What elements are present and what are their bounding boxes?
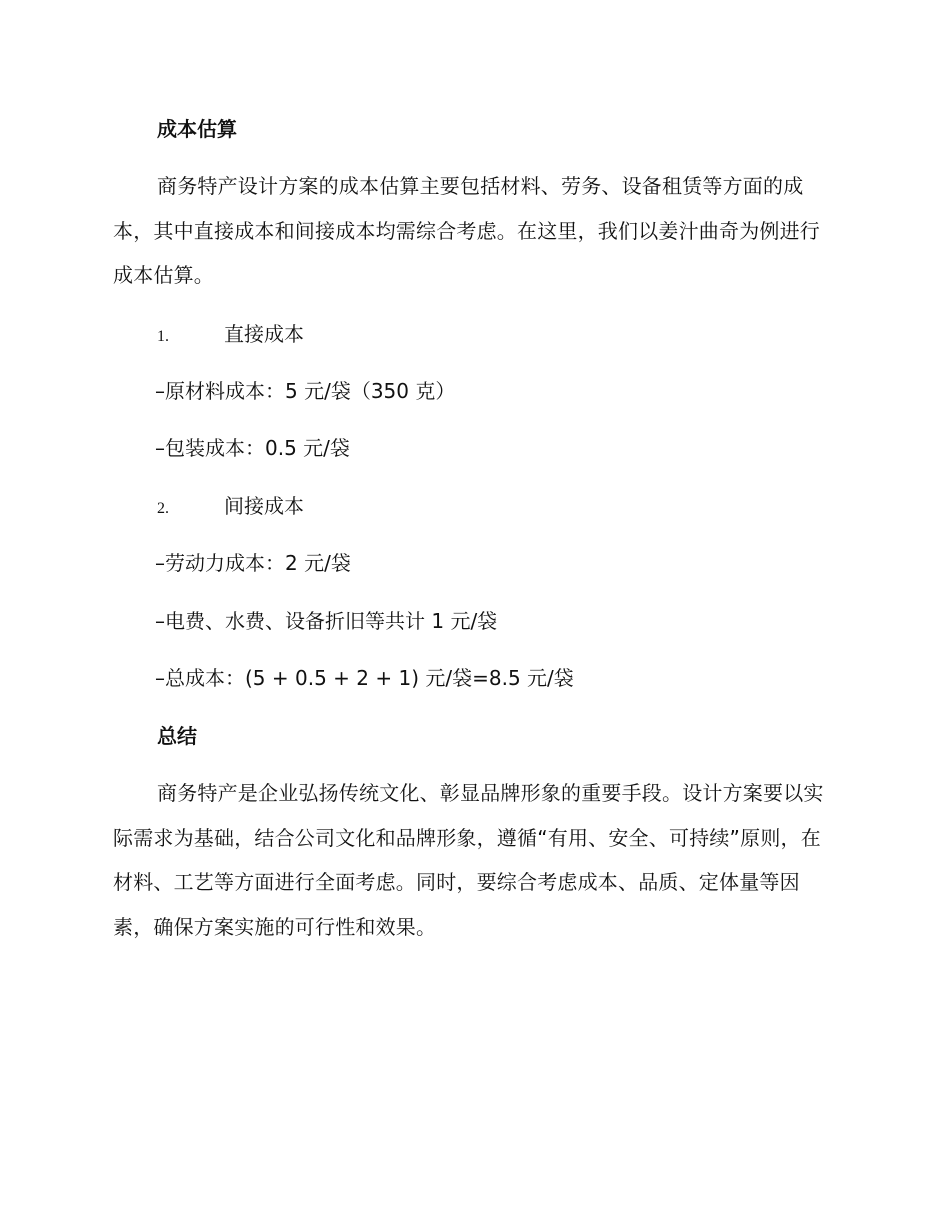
list-label: 间接成本 [224,494,304,518]
list-item-indirect-cost [157,492,304,520]
list-item-direct-cost [157,320,304,348]
list-number: 2. [157,500,169,517]
labor-cost-line: –劳动力成本：2 元/袋 [155,551,351,575]
list-label: 直接成本 [224,322,304,346]
total-cost-line: –总成本：(5 + 0.5 + 2 + 1) 元/袋=8.5 元/袋 [155,666,574,690]
raw-material-cost-line: –原材料成本：5 元/袋（350 克） [155,379,456,403]
utilities-cost-line: –电费、水费、设备折旧等共计 1 元/袋 [155,609,498,633]
packaging-cost-line: –包装成本：0.5 元/袋 [155,436,350,460]
list-number: 1. [157,328,169,345]
summary-paragraph: 商务特产是企业弘扬传统文化、彰显品牌形象的重要手段。设计方案要以实际需求为基础，结合公司文化和品牌形象，遵循“有用、安全、可持续”原则，在材料、工艺等方面进行全面考虑。同时，要综合考虑成本、品质、定体量等因素，确保方案实施的可行性和效果。 [113,781,824,939]
cost-estimate-intro-paragraph: 商务特产设计方案的成本估算主要包括材料、劳务、设备租赁等方面的成本，其中直接成本和间接成本均需综合考虑。在这里，我们以姜汁曲奇为例进行成本估算。 [113,174,820,287]
section-heading-cost-estimate: 成本估算 [157,117,237,141]
section-heading-summary: 总结 [157,724,197,748]
